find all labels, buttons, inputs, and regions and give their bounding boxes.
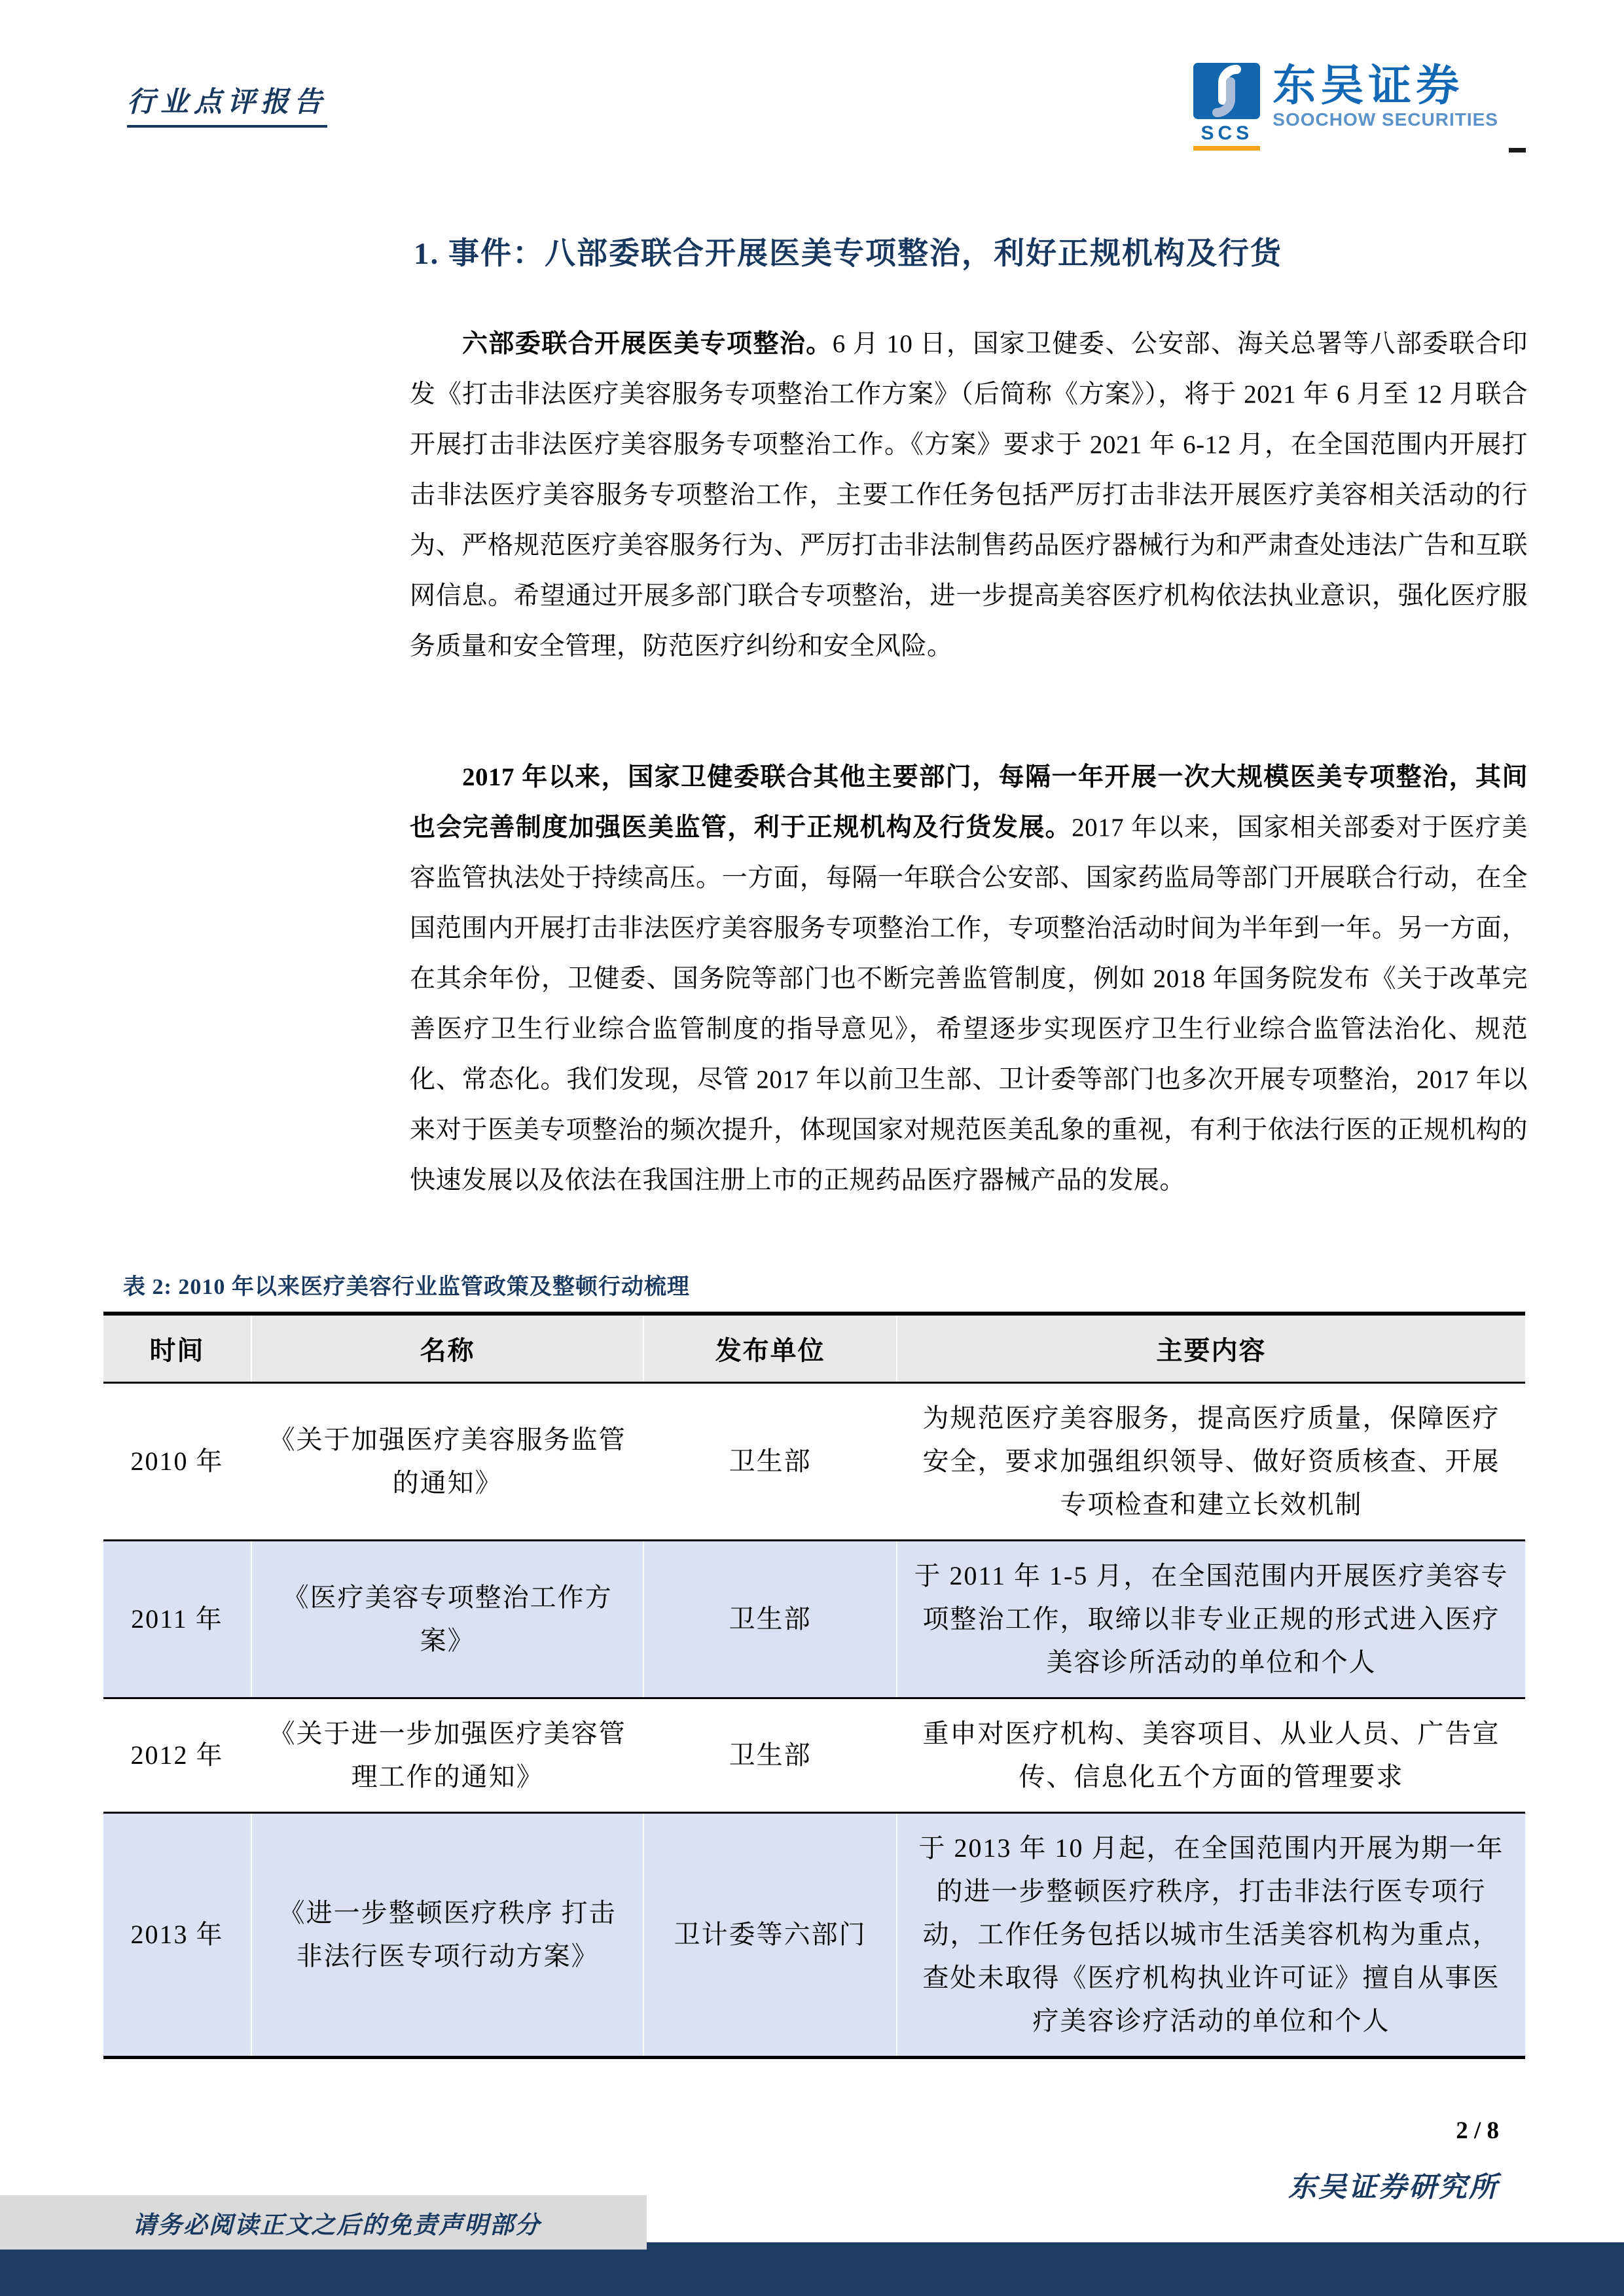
page-number: 2 / 8 (1456, 2117, 1499, 2144)
section-title: 1. 事件：八部委联合开展医美专项整治，利好正规机构及行货 (414, 237, 1282, 271)
table-row (103, 1541, 1525, 1698)
paragraph-lead: 2017 年以来，国家卫健委联合其他主要部门，每隔一年开展一次大规模医美专项整治，其间也会完善制度加强医美监管，利于正规机构及行货发展。 (410, 763, 1528, 842)
paragraph-event (410, 319, 1528, 672)
column-header-content: 主要内容 (897, 1314, 1525, 1383)
column-header-issuer: 发布单位 (643, 1314, 897, 1383)
cell-content: 于 2011 年 1-5 月，在全国范围内开展医疗美容专项整治工作，取缔以非专业正规的形式进入医疗美容诊所活动的单位和个人 (897, 1541, 1525, 1698)
column-header-name: 名称 (251, 1314, 643, 1383)
table-header-row (103, 1314, 1525, 1383)
cell-time: 2013 年 (130, 1920, 224, 1949)
soochow-securities-logo (1193, 63, 1498, 151)
cell-content: 重申对医疗机构、美容项目、从业人员、广告宣传、信息化五个方面的管理要求 (897, 1698, 1525, 1813)
paragraph-analysis (410, 752, 1528, 1206)
table-row (103, 1698, 1525, 1813)
logo-name-cn: 东吴证券 (1272, 61, 1464, 109)
cell-content: 为规范医疗美容服务，提高医疗质量，保障医疗安全，要求加强组织领导、做好资质核查、开展专项检查和建立长效机制 (897, 1383, 1525, 1541)
table-row (103, 1813, 1525, 2058)
disclaimer-text: 请务必阅读正文之后的免责声明部分 (132, 2212, 541, 2239)
cell-name: 《进一步整顿医疗秩序 打击非法行医专项行动方案》 (251, 1813, 643, 2058)
cell-content: 于 2013 年 10 月起，在全国范围内开展为期一年的进一步整顿医疗秩序，打击非法行医专项行动，工作任务包括以城市生活美容机构为重点，查处未取得《医疗机构执业许可证》擅自从事医疗美容诊疗活动的单位和个人 (897, 1813, 1525, 2058)
logo-icon-column (1193, 63, 1261, 151)
research-institute-label: 东吴证券研究所 (1288, 2172, 1499, 2203)
cell-time: 2011 年 (103, 1541, 251, 1698)
cell-time: 2010 年 (103, 1383, 251, 1541)
logo-text-column (1272, 63, 1498, 130)
column-header-time: 时间 (103, 1314, 251, 1383)
report-type-label: 行业点评报告 (127, 80, 327, 128)
header-dash-mark (1509, 148, 1526, 152)
logo-abbr: SCS (1200, 122, 1254, 144)
logo-orange-underline (1193, 146, 1260, 151)
paragraph-body: 2017 年以来，国家相关部委对于医疗美容监管执法处于持续高压。一方面，每隔一年联合公安部、国家药监局等部门开展联合行动，在全国范围内开展打击非法医疗美容服务专项整治工作，专项整治活动时间为半年到一年。另一方面，在其余年份，卫健委、国务院等部门也不断完善监管制度，例如 2018 年国务院发布《关于改革完善医疗卫生行业综合监管制度的指导意见》，希望逐步实现医疗卫生行业综合监管法治化、规范化、常态化。我们发现，尽管 2017 年以前卫生部、卫计委等部门也多次开展专项整治，2017 年以来对于医美专项整治的频次提升，体现国家对规范医美乱象的重视，有利于依法行医的正规机构的快速发展以及依法在我国注册上市的正规药品医疗器械产品的发展。 (410, 814, 1528, 1194)
cell-name: 《关于进一步加强医疗美容管理工作的通知》 (251, 1698, 643, 1813)
paragraph-lead: 六部委联合开展医美专项整治。 (462, 330, 833, 358)
cell-name: 《医疗美容专项整治工作方案》 (251, 1541, 643, 1698)
table-caption: 表 2: 2010 年以来医疗美容行业监管政策及整顿行动梳理 (123, 1275, 690, 1299)
cell-issuer: 卫生部 (643, 1383, 897, 1541)
cell-issuer: 卫生部 (643, 1698, 897, 1813)
cell-issuer: 卫计委等六部门 (643, 1813, 897, 2058)
cell-issuer: 卫生部 (643, 1541, 897, 1698)
table-row (103, 1383, 1525, 1541)
paragraph-body: 6 月 10 日，国家卫健委、公安部、海关总署等八部委联合印发《打击非法医疗美容服务专项整治工作方案》（后简称《方案》），将于 2021 年 6 月至 12 月联合开展打击非法医疗美容服务专项整治工作。《方案》要求于 2021 年 6-12 月，在全国范围内开展打击非法医疗美容服务专项整治工作，主要工作任务包括严厉打击非法开展医疗美容相关活动的行为、严格规范医疗美容服务行为、严厉打击非法制售药品医疗器械行为和严肃查处违法广告和互联网信息。希望通过开展多部门联合专项整治，进一步提高美容医疗机构依法执业意识，强化医疗服务质量和安全管理，防范医疗纠纷和安全风险。 (410, 330, 1528, 660)
logo-name-en: SOOCHOW SECURITIES (1272, 109, 1498, 130)
bottom-navy-bar (0, 2242, 1624, 2296)
cell-time: 2012 年 (103, 1698, 251, 1813)
disclaimer-box (0, 2195, 647, 2250)
policy-table (103, 1312, 1525, 2059)
soochow-logo-icon (1193, 63, 1260, 122)
cell-name: 《关于加强医疗美容服务监管的通知》 (251, 1383, 643, 1541)
